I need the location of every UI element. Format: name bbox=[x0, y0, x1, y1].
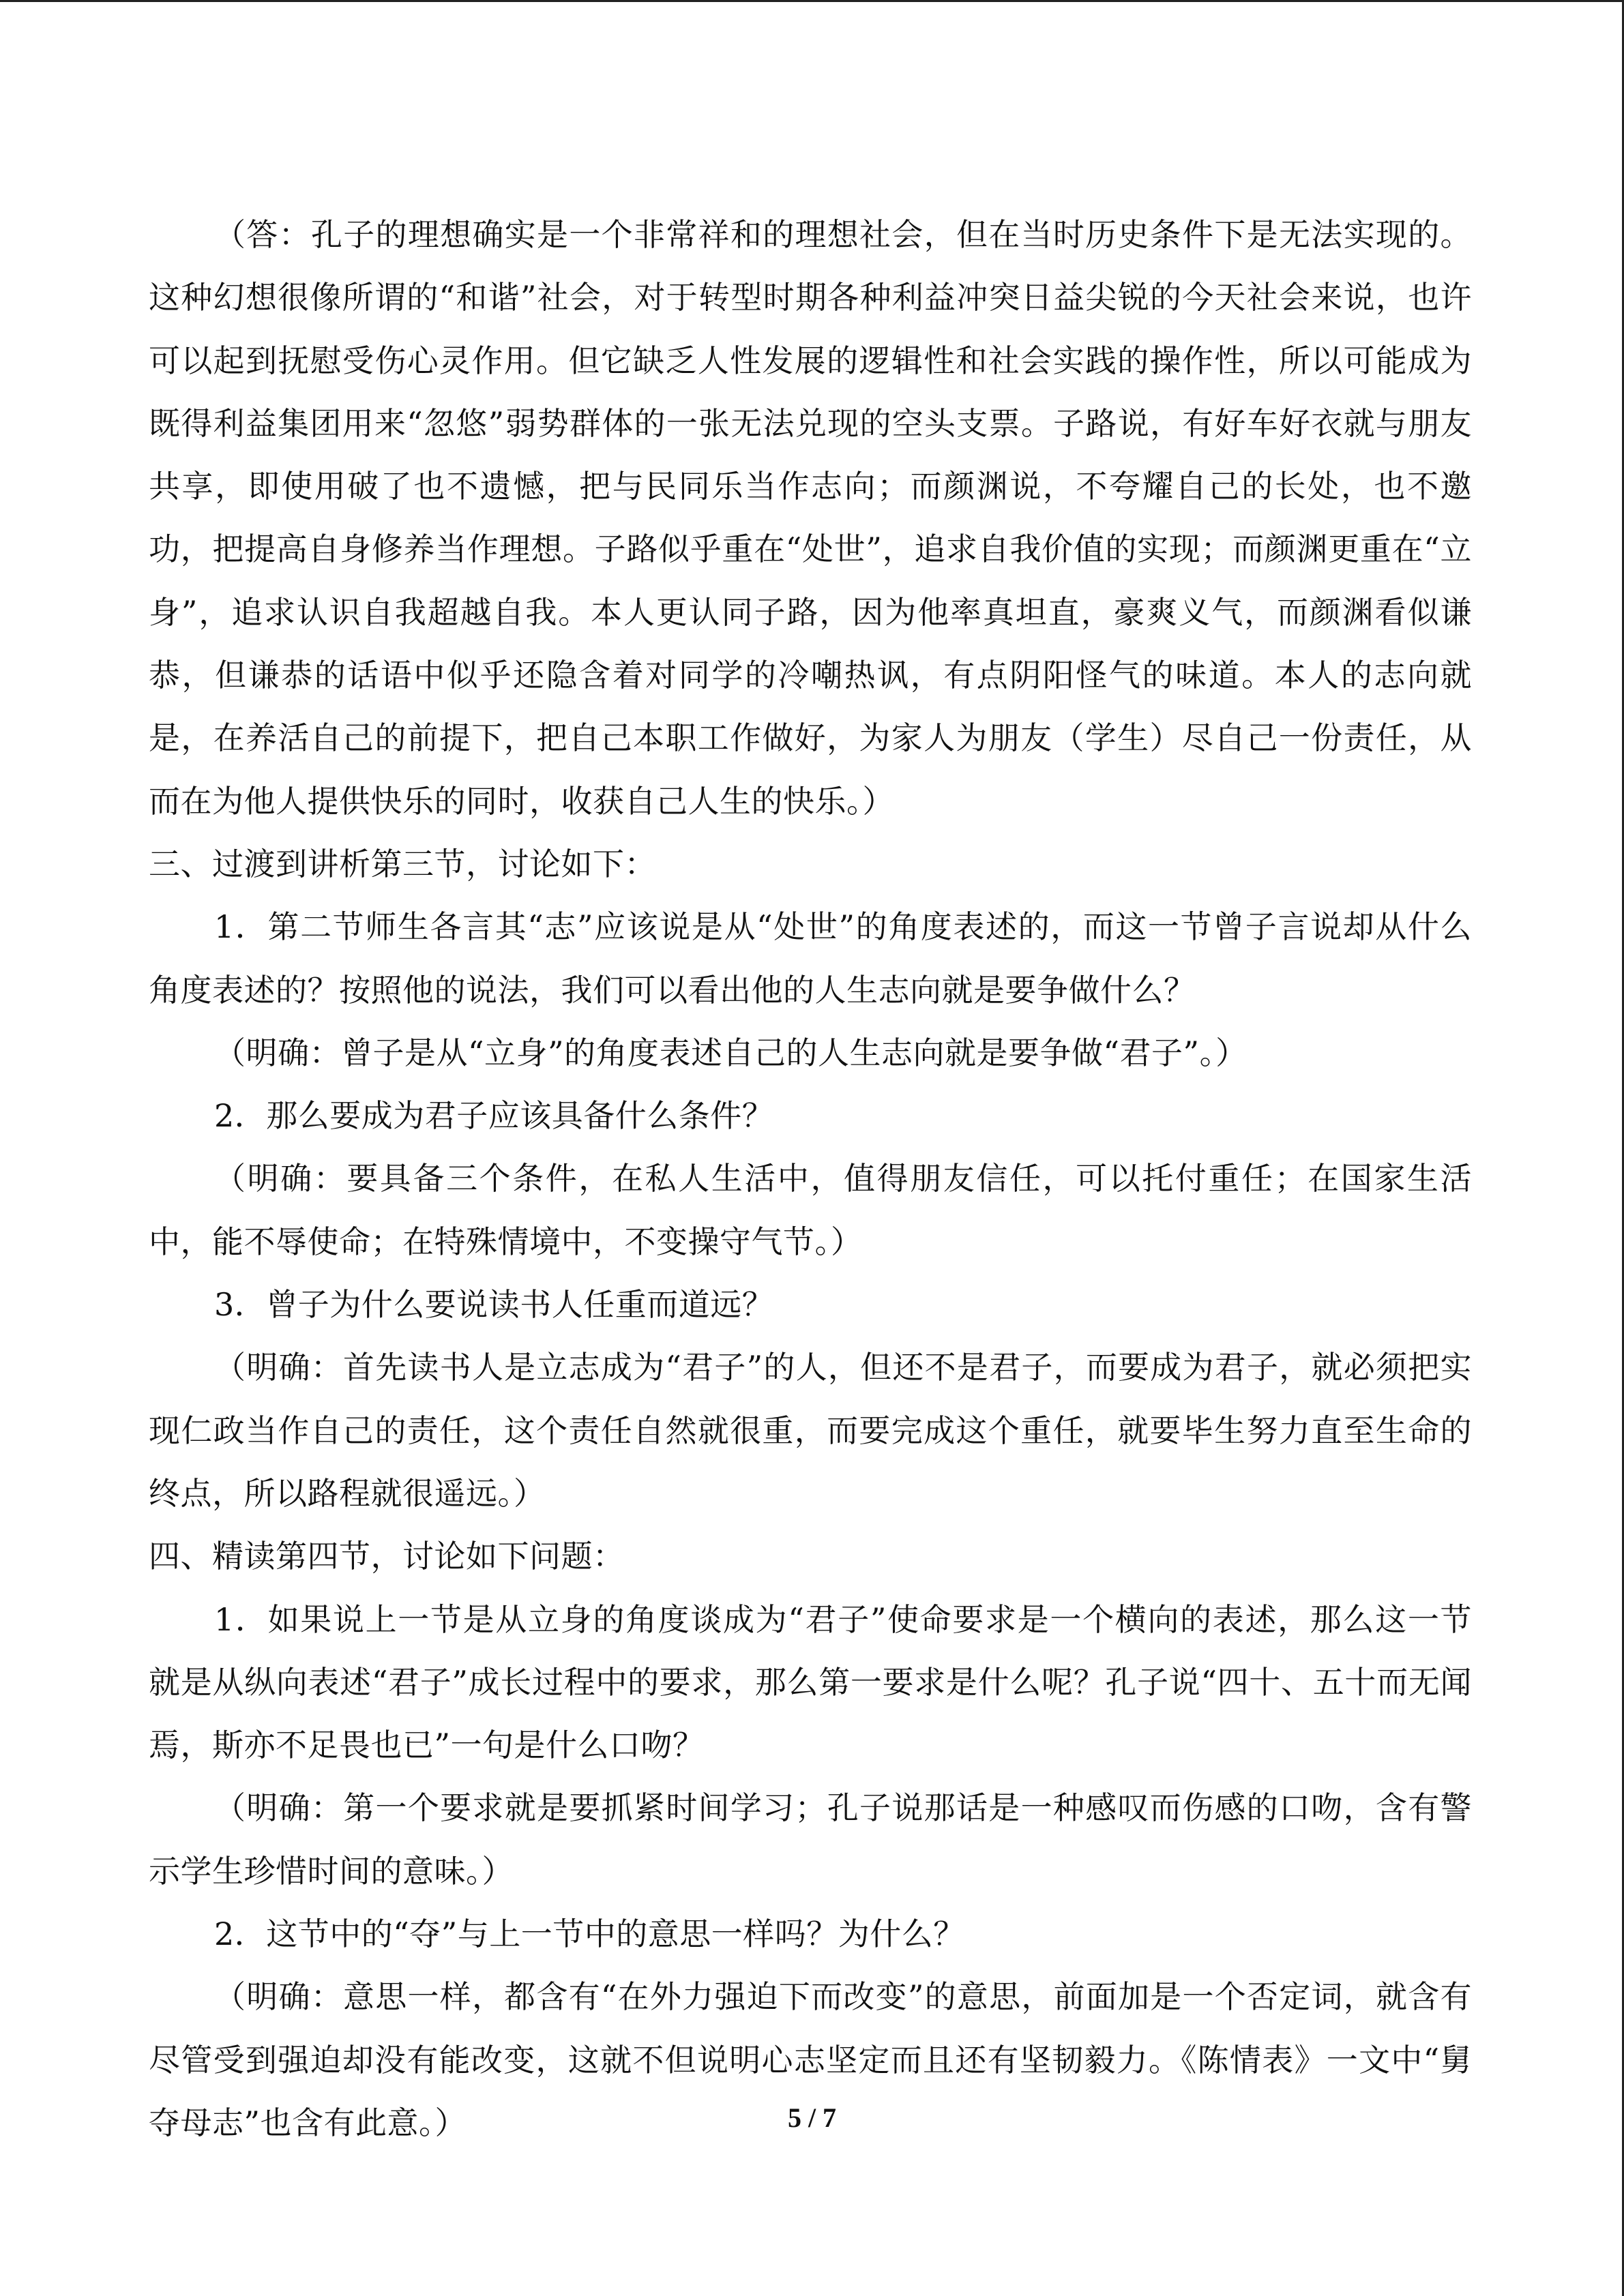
answer-3-2: （明确：要具备三个条件，在私人生活中，值得朋友信任，可以托付重任；在国家生活中，能不辱使命；在特殊情境中，不变操守气节。） bbox=[149, 1160, 1472, 1260]
page-border-top bbox=[0, 0, 1624, 2]
page-number: 5 / 7 bbox=[787, 2102, 837, 2133]
answer-3-1: （明确：曾子是从“立身”的角度表述自己的人生志向就是要争做“君子”。） bbox=[214, 1034, 1247, 1071]
question-3-1: 1．第二节师生各言其“志”应该说是从“处世”的角度表述的，而这一节曾子言说却从什么角度表述的？按照他的说法，我们可以看出他的人生志向就是要争做什么？ bbox=[149, 908, 1472, 1009]
answer-4-1: （明确：第一个要求就是要抓紧时间学习；孔子说那话是一种感叹而伤感的口吻，含有警示学生珍惜时间的意味。） bbox=[149, 1789, 1472, 1890]
answer-4-2: （明确：意思一样，都含有“在外力强迫下而改变”的意思，前面加是一个否定词，就含有尽管受到强迫却没有能改变，这就不但说明心志坚定而且还有坚韧毅力。《陈情表》一文中“舅夺母志”也含有此意。） bbox=[149, 1978, 1472, 2141]
question-4-1: 1．如果说上一节是从立身的角度谈成为“君子”使命要求是一个横向的表述，那么这一节就是从纵向表述“君子”成长过程中的要求，那么第一要求是什么呢？孔子说“四十、五十而无闻焉，斯亦不足畏也已”一句是什么口吻？ bbox=[149, 1600, 1472, 1764]
document-body bbox=[149, 203, 1472, 2154]
answer-3-3: （明确：首先读书人是立志成为“君子”的人，但还不是君子，而要成为君子，就必须把实现仁政当作自己的责任，这个责任自然就很重，而要完成这个重任，就要毕生努力直至生命的终点，所以路程就很遥远。） bbox=[149, 1349, 1472, 1512]
question-4-2: 2．这节中的“夺”与上一节中的意思一样吗？为什么？ bbox=[214, 1915, 965, 1953]
section-three-heading: 三、过渡到讲析第三节，讨论如下： bbox=[149, 845, 656, 882]
question-3-3: 3．曾子为什么要说读书人任重而道远？ bbox=[214, 1286, 774, 1324]
question-3-2: 2．那么要成为君子应该具备什么条件？ bbox=[214, 1097, 774, 1135]
section-four-heading: 四、精读第四节，讨论如下问题： bbox=[149, 1538, 625, 1575]
answer-paragraph: （答：孔子的理想确实是一个非常祥和的理想社会，但在当时历史条件下是无法实现的。这种幻想很像所谓的“和谐”社会，对于转型时期各种利益冲突日益尖锐的今天社会来说，也许可以起到抚慰受伤心灵作用。但它缺乏人性发展的逻辑性和社会实践的操作性，所以可能成为既得利益集团用来“忽悠”弱势群体的一张无法兑现的空头支票。子路说，有好车好衣就与朋友共享，即使用破了也不遗憾，把与民同乐当作志向；而颜渊说，不夸耀自己的长处，也不邀功，把提高自身修养当作理想。子路似乎重在“处世”，追求自我价值的实现；而颜渊更重在“立身”，追求认识自我超越自我。本人更认同子路，因为他率真坦直，豪爽义气，而颜渊看似谦恭，但谦恭的话语中似乎还隐含着对同学的冷嘲热讽，有点阴阳怪气的味道。本人的志向就是，在养活自己的前提下，把自己本职工作做好，为家人为朋友（学生）尽自己一份责任，从而在为他人提供快乐的同时，收获自己人生的快乐。） bbox=[149, 216, 1472, 820]
